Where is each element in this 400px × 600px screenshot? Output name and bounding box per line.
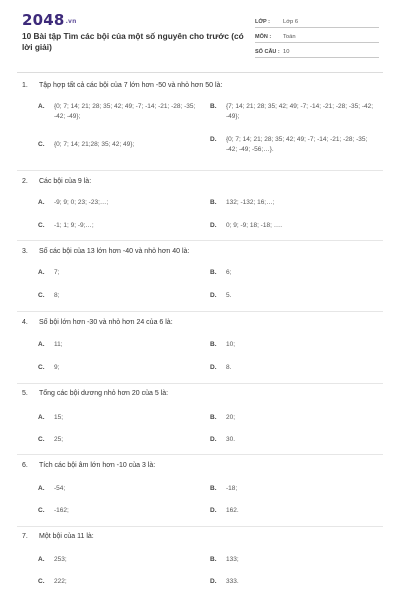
question-separator (17, 526, 383, 527)
meta-key: MÔN : (255, 34, 272, 40)
question-text: 6. Tích các bội âm lớn hơn -10 của 3 là: (22, 462, 156, 469)
page-title: 10 Bài tập Tìm các bội của một số nguyên cho trước (có lời giải) (22, 31, 244, 52)
meta-grade (255, 13, 379, 28)
meta-subject (255, 28, 379, 43)
question-separator (17, 170, 383, 171)
meta-value: Lớp 6 (283, 19, 299, 25)
question-text: 2. Các bội của 9 là: (22, 178, 92, 185)
question-separator (17, 311, 383, 312)
question-separator (17, 454, 383, 455)
question-separator (17, 240, 383, 241)
question-text: 7. Một bội của 11 là: (22, 533, 94, 540)
question-text: 3. Số các bội của 13 lớn hơn -40 và nhỏ hơn 40 là: (22, 248, 190, 255)
meta-value: Toán (283, 34, 296, 40)
meta-question-count (255, 43, 379, 58)
meta-key: SỐ CÂU : (255, 49, 280, 55)
question-text: 1. Tập hợp tất cả các bội của 7 lớn hơn -50 và nhỏ hơn 50 là: (22, 82, 223, 89)
header-divider (17, 72, 383, 73)
question-separator (17, 383, 383, 384)
logo-suffix: .vn (65, 18, 77, 25)
meta-key: LỚP : (255, 19, 270, 25)
question-text: 4. Số bội lớn hơn -30 và nhỏ hơn 24 của 6 là: (22, 319, 173, 326)
page-header (0, 0, 400, 70)
logo-text: 2048 (22, 11, 65, 29)
meta-value: 10 (283, 49, 290, 55)
site-logo[interactable] (22, 11, 77, 29)
question-text: 5. Tổng các bội dương nhỏ hơn 20 của 5 là: (22, 390, 169, 397)
